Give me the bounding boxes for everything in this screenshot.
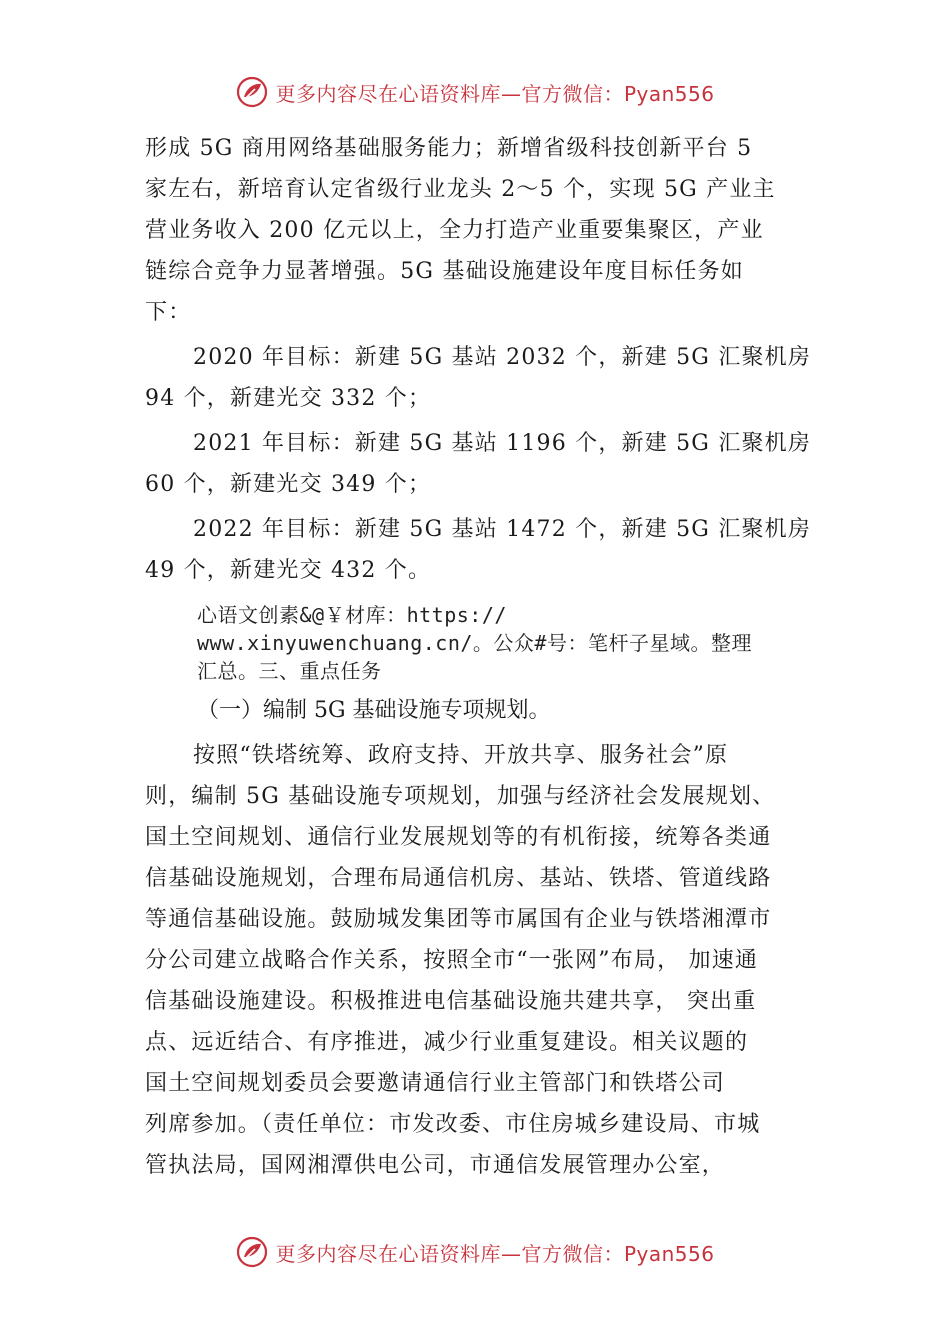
leaf-seal-icon <box>235 1235 269 1269</box>
paragraph-line: 链综合竞争力显著增强。5G 基础设施建设年度目标任务如 <box>145 259 744 284</box>
target-2022-line2: 49 个，新建光交 432 个。 <box>145 558 432 583</box>
paragraph-line: 管执法局，国网湘潭供电公司，市通信发展管理办公室， <box>145 1153 726 1178</box>
paragraph-line: 下： <box>145 300 192 325</box>
banner-text: 更多内容尽在心语资料库—官方微信：Pyan556 <box>275 1241 715 1266</box>
target-2022-line1: 2022 年目标：新建 5G 基站 1472 个，新建 5G 汇聚机房 <box>193 517 812 542</box>
paragraph-line: 国土空间规划、通信行业发展规划等的有机衔接，统筹各类通 <box>145 825 772 850</box>
paragraph-line: 家左右，新培育认定省级行业龙头 2～5 个，实现 5G 产业主 <box>145 177 776 202</box>
footer-banner <box>0 1232 950 1272</box>
banner-text: 更多内容尽在心语资料库—官方微信：Pyan556 <box>275 81 715 106</box>
paragraph-line: 则，编制 5G 基础设施专项规划，加强与经济社会发展规划、 <box>145 784 776 809</box>
paragraph-line: 营业务收入 200 亿元以上，全力打造产业重要集聚区，产业 <box>145 218 764 243</box>
paragraph-line: 信基础设施规划，合理布局通信机房、基站、铁塔、管道线路 <box>145 866 772 891</box>
watermark-line: 汇总。三、重点任务 <box>197 659 382 683</box>
target-2021-line1: 2021 年目标：新建 5G 基站 1196 个，新建 5G 汇聚机房 <box>193 431 812 456</box>
paragraph-line: 点、远近结合、有序推进，减少行业重复建设。相关议题的 <box>145 1030 749 1055</box>
paragraph-line: 分公司建立战略合作关系，按照全市“一张网”布局， 加速通 <box>145 948 759 973</box>
section-title: （一）编制 5G 基础设施专项规划。 <box>197 698 551 723</box>
paragraph-line: 信基础设施建设。积极推进电信基础设施共建共享， 突出重 <box>145 989 757 1014</box>
document-body <box>145 128 845 1186</box>
watermark-line: www.xinyuwenchuang.cn/。公众#号：笔杆子星域。整理 <box>197 631 752 655</box>
watermark-line: 心语文创素&@￥材库：https:// <box>197 603 507 627</box>
target-2021-line2: 60 个，新建光交 349 个； <box>145 472 432 497</box>
header-banner <box>0 72 950 112</box>
paragraph-line: 国土空间规划委员会要邀请通信行业主管部门和铁塔公司 <box>145 1071 726 1096</box>
target-2020-line2: 94 个，新建光交 332 个； <box>145 386 432 411</box>
paragraph-line: 等通信基础设施。鼓励城发集团等市属国有企业与铁塔湘潭市 <box>145 907 772 932</box>
paragraph-line: 形成 5G 商用网络基础服务能力；新增省级科技创新平台 5 <box>145 136 753 161</box>
target-2020-line1: 2020 年目标：新建 5G 基站 2032 个，新建 5G 汇聚机房 <box>193 345 812 370</box>
paragraph-line: 按照“铁塔统筹、政府支持、开放共享、服务社会”原 <box>193 743 729 768</box>
leaf-seal-icon <box>235 75 269 109</box>
paragraph-line: 列席参加。（责任单位：市发改委、市住房城乡建设局、市城 <box>145 1112 761 1137</box>
